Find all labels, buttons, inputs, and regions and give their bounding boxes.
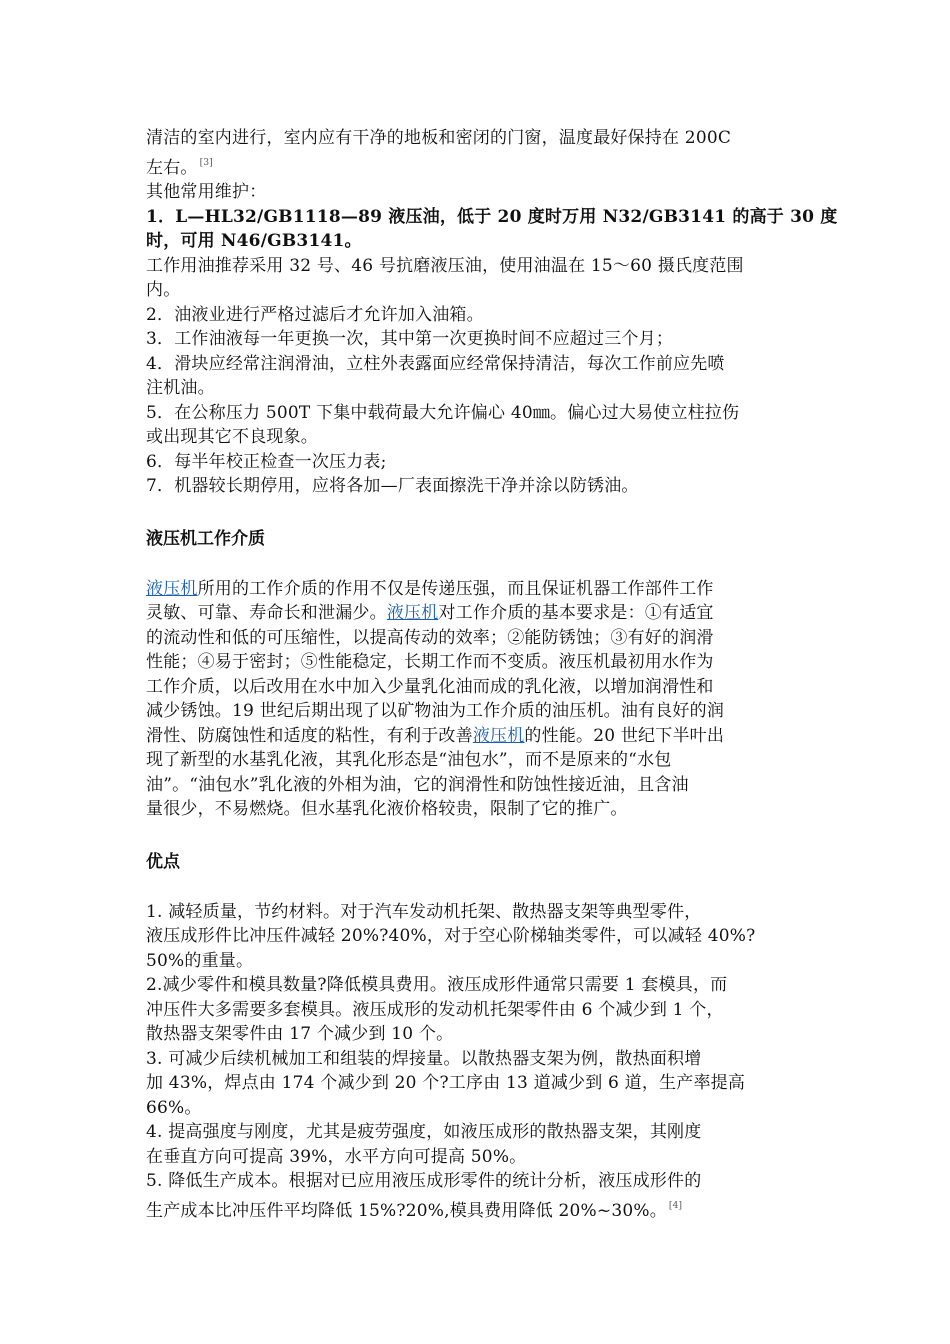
list-item-line: 66%。 [146, 1097, 202, 1118]
hydraulic-press-link[interactable]: 液压机 [386, 603, 439, 623]
paragraph-line: 其他常用维护： [146, 182, 267, 202]
list-item-line: 7．机器较长期停用，应将各加—厂表面擦洗干净并涂以防锈油。 [146, 476, 639, 496]
paragraph-line: 性能；④易于密封；⑤性能稳定，长期工作而不变质。液压机最初用水作为 [146, 652, 714, 672]
list-item-line: 或出现其它不良现象。 [146, 427, 318, 447]
paragraph-line: 的流动性和低的可压缩性，以提高传动的效率；②能防锈蚀；③有好的润滑 [146, 627, 714, 648]
paragraph-line: 工作用油推荐采用 32 号、46 号抗磨液压油，使用油温在 15～60 摄氏度范围 [146, 255, 744, 276]
paragraph-text: 所用的工作介质的作用不仅是传递压强，而且保证机器工作部件工作 [197, 578, 714, 599]
paragraph-line: 油”。“油包水”乳化液的外相为油，它的润滑性和防蚀性接近油，且含油 [146, 774, 689, 795]
list-item-line: 散热器支架零件由 17 个减少到 10 个。 [146, 1024, 454, 1044]
paragraph-text: 灵敏、可靠、寿命长和泄漏少。 [146, 603, 387, 623]
paragraph-text: 生产成本比冲压件平均降低 15%?20%,模具费用降低 20%~30%。 [146, 1200, 667, 1221]
list-item-line: 6．每半年校正检查一次压力表; [146, 451, 387, 472]
hydraulic-press-link[interactable]: 液压机 [472, 725, 525, 746]
paragraph-line: 量很少，不易燃烧。但水基乳化液价格较贵，限制了它的推广。 [146, 799, 628, 819]
paragraph-line: 工作介质，以后改用在水中加入少量乳化油而成的乳化液，以增加润滑性和 [146, 676, 714, 697]
list-item-line: 1．L—HL32/GB1118—89 液压油，低于 20 度时万用 N32/GB3141 的高于 30 度 [146, 206, 838, 227]
maintenance-section [146, 126, 838, 499]
paragraph-text: 对工作介质的基本要求是：①有适宜 [438, 603, 714, 623]
list-item-line: 1. 减轻质量，节约材料。对于汽车发动机托架、散热器支架等典型零件， [146, 901, 702, 922]
list-item-line: 5. 降低生产成本。根据对已应用液压成形零件的统计分析，液压成形件的 [146, 1171, 702, 1191]
list-item-line: 3．工作油液每一年更换一次，其中第一次更换时间不应超过三个月； [146, 329, 674, 349]
list-item-line: 液压成形件比冲压件减轻 20%?40%，对于空心阶梯轴类零件，可以减轻 40%? [146, 926, 756, 946]
citation-ref[interactable]: [4] [668, 1200, 683, 1211]
list-item-line: 2.减少零件和模具数量?降低模具费用。液压成形件通常只需要 1 套模具，而 [146, 975, 728, 995]
list-item-line: 加 43%，焊点由 174 个减少到 20 个?工序由 13 道减少到 6 道，生产率提高 [146, 1073, 746, 1093]
paragraph-line: 减少锈蚀。19 世纪后期出现了以矿物油为工作介质的油压机。油有良好的润 [146, 701, 725, 721]
paragraph-line: 内。 [146, 280, 181, 300]
section-heading: 液压机工作介质 [146, 528, 265, 549]
list-item-line: 4．滑块应经常注润滑油，立柱外表露面应经常保持清洁，每次工作前应先喷 [146, 353, 725, 374]
document-page [146, 126, 838, 1223]
paragraph-line: 现了新型的水基乳化液，其乳化形态是“油包水”，而不是原来的“水包 [146, 750, 672, 770]
advantages-section [146, 850, 811, 1224]
paragraph-line: 清洁的室内进行，室内应有干净的地板和密闭的门窗，温度最好保持在 200C [146, 128, 732, 148]
paragraph-line [146, 601, 811, 626]
paragraph-line [146, 151, 811, 181]
paragraph-line [146, 724, 811, 749]
list-item-line: 2．油液业进行严格过滤后才允许加入油箱。 [146, 304, 484, 325]
section-heading: 优点 [146, 851, 180, 872]
list-item-line: 4. 提高强度与刚度，尤其是疲劳强度，如液压成形的散热器支架，其刚度 [146, 1122, 702, 1142]
hydraulic-press-link[interactable]: 液压机 [146, 578, 198, 599]
list-item-line [146, 1194, 811, 1224]
list-item-line: 50%的重量。 [146, 950, 254, 971]
paragraph-line [146, 577, 811, 602]
list-item-line: 3. 可减少后续机械加工和组装的焊接量。以散热器支架为例，散热面积增 [146, 1048, 702, 1069]
list-item-line: 在垂直方向可提高 39%，水平方向可提高 50%。 [146, 1146, 527, 1167]
paragraph-text: 滑性、防腐蚀性和适度的粘性，有利于改善 [146, 725, 473, 746]
paragraph-text: 左右。 [146, 157, 198, 178]
list-item-line: 冲压件大多需要多套模具。液压成形的发动机托架零件由 6 个减少到 1 个， [146, 999, 724, 1020]
list-item-line: 注机油。 [146, 378, 215, 398]
medium-section [146, 527, 811, 822]
list-item-line: 5．在公称压力 500T 下集中载荷最大允许偏心 40㎜。偏心过大易使立柱拉伤 [146, 402, 740, 423]
list-item-line: 时，可用 N46/GB3141。 [146, 231, 362, 251]
citation-ref[interactable]: [3] [199, 157, 213, 168]
paragraph-text: 的性能。20 世纪下半叶出 [524, 725, 725, 746]
